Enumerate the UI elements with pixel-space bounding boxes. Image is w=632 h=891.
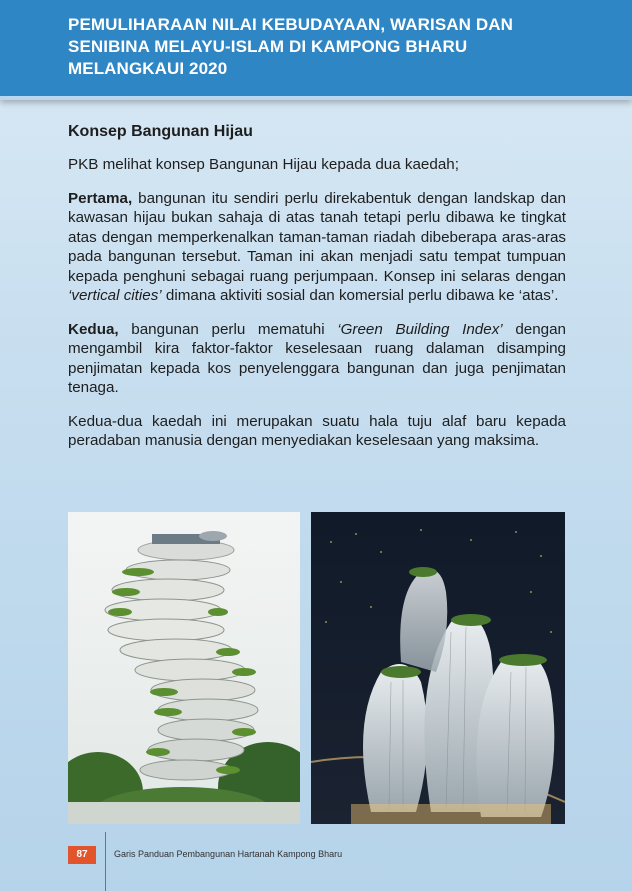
page-number: 87 — [68, 846, 96, 864]
paragraph-first-italic: ‘vertical cities’ — [68, 287, 162, 304]
intro-paragraph: PKB melihat konsep Bangunan Hijau kepada dua kaedah; — [68, 156, 459, 173]
paragraph-second-text-b: dengan mengambil kira faktor-faktor keselesaan ruang dalaman disamping penjimatan kepada kos penyelenggara bangunan dan juga penjimatan tenaga. — [68, 320, 566, 396]
section-title: Konsep Bangunan Hijau — [68, 123, 253, 140]
paragraph-first-text-b: dimana aktiviti sosial dan komersial perlu dibawa ke ‘atas’. — [161, 287, 559, 304]
green-tower-photo — [68, 512, 300, 824]
paragraph-second-lead: Kedua, — [68, 320, 119, 338]
page-title: PEMULIHARAAN NILAI KEBUDAYAAN, WARISAN DAN SENIBINA MELAYU-ISLAM DI KAMPONG BHARU MELANGKAUI 2020 — [68, 15, 513, 78]
header-banner — [0, 0, 632, 100]
paragraph-third: Kedua-dua kaedah ini merupakan suatu hala tuju alaf baru kepada peradaban manusia dengan menyediakan keselesaan yang maksima. — [68, 412, 566, 449]
paragraph-first — [68, 189, 566, 306]
content-body — [68, 122, 566, 465]
footer-text: Garis Panduan Pembangunan Hartanah Kampong Bharu — [114, 849, 343, 859]
night-towers-photo — [311, 512, 565, 824]
paragraph-second-italic: ‘Green Building Index’ — [337, 320, 503, 338]
footer-divider — [105, 832, 106, 891]
paragraph-first-text-a: bangunan itu sendiri perlu direkabentuk dengan landskap dan kawasan hijau bukan sahaja di atas tanah tetapi perlu dibawa ke tingkat atas dengan memperkenalkan taman-taman riadah dibeberapa aras-aras pada bangunan tersebut. Taman ini akan menjadi satu tempat tumpuan kepada penghuni sebagai ruang perjumpaan. Konsep ini selaras dengan — [68, 189, 566, 285]
paragraph-second-text-a: bangunan perlu mematuhi — [118, 320, 338, 338]
paragraph-second — [68, 320, 566, 398]
paragraph-first-lead: Pertama, — [68, 189, 133, 207]
